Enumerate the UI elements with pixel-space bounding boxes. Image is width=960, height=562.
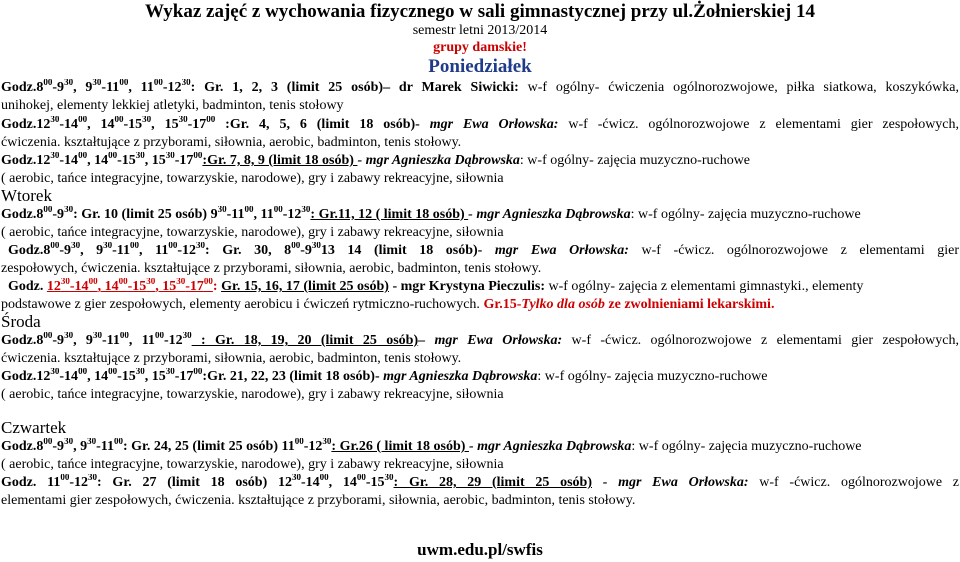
teacher-name: - mgr Agnieszka Dąbrowska <box>468 439 632 454</box>
semester-label: semestr letni 2013/2014 <box>412 23 548 38</box>
tuesday-line-6 <box>1 296 959 314</box>
tuesday-line-2: ( aerobic, tańce integracyjne, towarzyskie, narodowe), gry i zabawy rekreacyjne, siłownia <box>1 225 504 240</box>
wednesday-line-3 <box>1 368 959 386</box>
class-description: podstawowe z gier zespołowych, elementy aerobicu i ćwiczeń rytmiczno-ruchowych. <box>1 297 484 312</box>
group-list: : Gr. 28, 29 (limit 25 osób) <box>393 475 592 490</box>
wednesday-line-4: ( aerobic, tańce integracyjne, towarzyskie, narodowe), gry i zabawy rekreacyjne, siłownia <box>1 387 504 402</box>
class-description: : w-f ogólny- zajęcia muzyczno-ruchowe <box>519 153 751 168</box>
group-list: :Gr. 4, 5, 6 (limit 18 osób)- <box>215 117 430 132</box>
class-description: w-f ogólny- ćwiczenia ogólnorozwojowe, piłka siatkowa, koszykówka, <box>518 80 959 95</box>
class-description: w-f -ćwicz. ogólnorozwojowe z elementami gier <box>628 243 959 258</box>
group-list: : Gr.11, 12 ( limit 18 osób) <box>310 207 469 222</box>
time-range: $Godz.8^{00}-9^{30}$, $9^{30}-11^{00}$, $11^{00}-12^{30}$ <box>8 242 205 258</box>
teacher-name: – mgr Ewa Orłowska: <box>418 333 563 348</box>
monday-line-4: ćwiczenia. kształtujące z przyborami, siłownia, aerobic, badminton, tenis stołowy. <box>1 135 462 150</box>
class-description: w-f -ćwicz. ogólnorozwojowe z <box>748 475 959 490</box>
time-range: $9^{30}-11^{00}$, $11^{00}-12^{30}$ <box>210 206 311 222</box>
class-description: w-f -ćwicz. ogólnorozwojowe z elementami gier zespołowych, <box>558 117 959 132</box>
group-list: Gr. 15, 16, 17 (limit 25 osób) <box>221 279 389 294</box>
group-list: : Gr. 30, 8 <box>205 243 292 258</box>
teacher-name: - mgr Krystyna Pieczulis: <box>388 279 545 294</box>
time-range: $Godz.8^{00}-9^{30}$, $9^{30}-11^{00}$, $11^{00}-12^{30}$ <box>1 332 192 348</box>
time-range: $Godz.8^{00}-9^{30}$ <box>1 206 74 222</box>
monday-line-6: ( aerobic, tańce integracyjne, towarzyskie, narodowe), gry i zabawy rekreacyjne, siłownia <box>1 171 504 186</box>
class-description: : w-f ogólny- zajęcia muzyczno-ruchowe <box>630 207 861 222</box>
wednesday-line-1 <box>1 332 959 350</box>
teacher-name: - mgr Ewa Orłowska: <box>591 475 749 490</box>
teacher-name: mgr Ewa Orłowska: <box>494 243 629 258</box>
teacher-name: mgr Ewa Orłowska: <box>429 117 559 132</box>
day-heading-poniedzialek: Poniedziałek <box>428 56 532 77</box>
thursday-line-2: ( aerobic, tańce integracyjne, towarzyskie, narodowe), gry i zabawy rekreacyjne, siłownia <box>1 457 504 472</box>
tuesday-line-4: zespołowych, ćwiczenia. kształtujące z przyborami, siłownia, aerobic, badminton, tenis stołowy. <box>1 261 542 276</box>
class-description: : w-f ogólny- zajęcia muzyczno-ruchowe <box>631 439 862 454</box>
time-sup: 30 <box>311 242 321 250</box>
footer-link[interactable]: uwm.edu.pl/swfis <box>417 540 543 559</box>
group-list: : Gr. 10 (limit 25 osób) <box>73 207 211 222</box>
teacher-name: – dr Marek Siwicki: <box>383 80 519 95</box>
time-label: Godz. <box>8 279 47 294</box>
time-range: $Godz.12^{30}-14^{00}$, $14^{00}-15^{30}$, $15^{30}-17^{00}$ <box>1 368 203 384</box>
thursday-line-3 <box>1 474 959 492</box>
group-label: grupy damskie! <box>433 40 527 55</box>
monday-line-1 <box>1 79 959 97</box>
monday-line-3 <box>1 116 959 134</box>
time-range: $Godz.12^{30}-14^{00}$, $14^{00}-15^{30}$, $15^{30}-17^{00}$ <box>1 152 203 168</box>
teacher-name: mgr Agnieszka Dąbrowska <box>383 369 538 384</box>
group-list: : Gr. 18, 19, 20 (limit 25 osób) <box>191 333 419 348</box>
time-range: $Godz.8^{00}-9^{30}$, $9^{30}-11^{00}$ <box>1 438 123 454</box>
time-range: $11^{00}-12^{30}$ <box>281 438 332 454</box>
note-text: Tylko dla osób <box>521 297 609 312</box>
time-range: $12^{30}-14^{00}$, $14^{00}-15^{30}$ <box>277 474 394 490</box>
time-range: $12^{30}-14^{00}$, $14^{00}-15^{30}$, $15^{30}-17^{00}$ <box>46 278 213 294</box>
class-description: w-f ogólny- zajęcia z elementami gimnastyki., elementy <box>545 279 864 294</box>
note-text: ze zwolnieniami lekarskimi. <box>608 297 775 312</box>
group-list: :Gr. 7, 8, 9 (limit 18 osób) <box>202 153 358 168</box>
group-list: :Gr. 21, 22, 23 (limit 18 osób)- <box>202 369 384 384</box>
teacher-name: - mgr Agnieszka Dąbrowska <box>357 153 520 168</box>
day-heading-wtorek: Wtorek <box>1 186 52 205</box>
group-list: : Gr. 27 (limit 18 osób) <box>97 475 278 490</box>
group-list: : Gr. 1, 2, 3 (limit 25 osób) <box>190 80 384 95</box>
group-list: : Gr. 24, 25 (limit 25 osób) <box>122 439 282 454</box>
time-part: 13 <box>320 243 335 258</box>
group-list: : Gr.26 ( limit 18 osób) <box>331 439 469 454</box>
class-description: : w-f ogólny- zajęcia muzyczno-ruchowe <box>537 369 768 384</box>
time-range: $Godz.12^{30}-14^{00}$, $14^{00}-15^{30}$, $15^{30}-17^{00}$ <box>1 116 216 132</box>
monday-line-2: unihokej, elementy lekkiej atletyki, badminton, tenis stołowy <box>1 98 344 113</box>
time-sup: 00 <box>291 242 301 250</box>
page-title: Wykaz zajęć z wychowania fizycznego w sali gimnastycznej przy ul.Żołnierskiej 14 <box>144 1 815 22</box>
monday-line-5 <box>1 152 959 170</box>
teacher-name: - mgr Agnieszka Dąbrowska <box>468 207 631 222</box>
note-group: Gr.15- <box>483 297 522 312</box>
tuesday-line-5: Godz. $12^{30}-14^{00}$, $14^{00}-15^{30}$, $15^{30}-17^{00}$: Gr. 15, 16, 17 (limit 25 osób) - mgr Krystyna Pieczulis: w-f ogólny- zajęcia z elementami gimnastyki., elementy <box>8 278 864 294</box>
wednesday-line-2: ćwiczenia. kształtujące z przyborami, siłownia, aerobic, badminton, tenis stołowy. <box>1 351 462 366</box>
time-range: Godz. $11^{00}-12^{30}$ <box>1 474 98 490</box>
day-heading-czwartek: Czwartek <box>1 418 67 437</box>
time-part: -9 <box>300 243 312 258</box>
thursday-line-4: elementami gier zespołowych, ćwiczenia. kształtujące z przyborami, siłownia, aerobic, badminton, tenis stołowy. <box>1 493 636 508</box>
class-description: w-f -ćwicz. ogólnorozwojowe z elementami gier zespołowych, <box>562 333 959 348</box>
thursday-line-1 <box>1 438 959 456</box>
tuesday-line-3 <box>8 242 959 260</box>
day-heading-sroda: Środa <box>1 312 41 331</box>
tuesday-line-1 <box>1 206 959 224</box>
group-list: 14 (limit 18 osób)- <box>334 243 495 258</box>
time-range: $Godz.8^{00}-9^{30}$, $9^{30}-11^{00}$, $11^{00}-12^{30}$ <box>1 79 191 95</box>
